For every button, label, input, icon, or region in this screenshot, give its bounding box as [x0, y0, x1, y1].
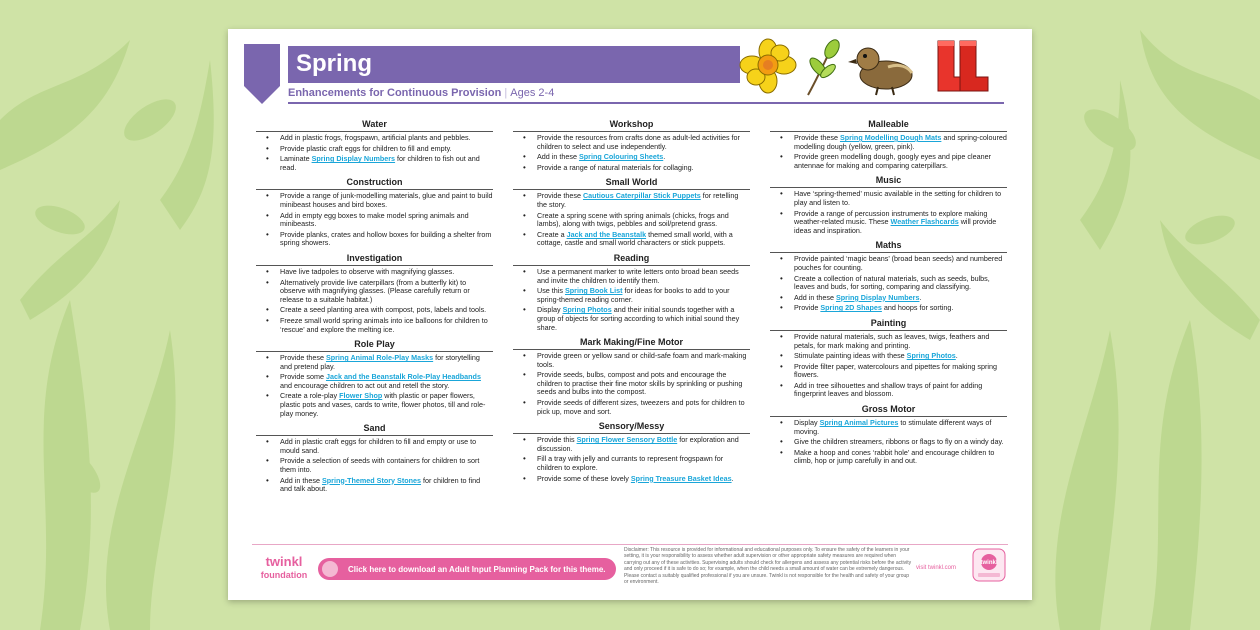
item-text: Alternatively provide live caterpillars (from a butterfly kit) to observe with magnifying glasses. (Please carefully return or release to a suitable habitat.): [280, 277, 470, 304]
section-title: Maths: [770, 240, 1007, 253]
item-text: Provide green modelling dough, googly eyes and pipe cleaner antennae for making and comparing caterpillars.: [794, 152, 991, 170]
section-list: [770, 190, 1007, 235]
section-list: [256, 438, 493, 494]
list-item: [513, 153, 750, 162]
wellington-boots-illustration: [932, 37, 992, 97]
resource-link[interactable]: Spring Display Numbers: [835, 292, 920, 302]
daffodil-illustration: [738, 37, 798, 97]
item-text: .: [919, 292, 922, 302]
provision-section: [770, 404, 1007, 468]
item-text: Create a seed planting area with compost, pots, labels and tools.: [280, 305, 487, 315]
cta-label: Click here to download an Adult Input Planning Pack for this theme.: [348, 564, 606, 574]
list-item: [513, 192, 750, 209]
item-text: Add in these: [537, 152, 579, 162]
item-text: and hoops for sorting.: [881, 303, 954, 313]
section-title: Workshop: [513, 119, 750, 132]
resource-link[interactable]: Spring Flower Sensory Bottle: [576, 435, 678, 445]
section-title: Malleable: [770, 119, 1007, 132]
item-text: Create a spring scene with spring animals (chicks, frogs and lambs), along with twigs, pebbles and soil/pretend grass.: [537, 210, 729, 229]
provision-section: [256, 253, 493, 336]
item-text: for retelling the story.: [537, 191, 739, 209]
resource-link[interactable]: Spring Photos: [906, 351, 956, 361]
age-range: Ages 2-4: [510, 87, 555, 99]
item-text: Give the children streamers, ribbons or flags to fly on a windy day.: [794, 437, 1004, 447]
resource-link[interactable]: Cautious Caterpillar Stick Puppets: [582, 191, 701, 201]
item-text: with plastic or paper flowers, plastic pots and vases, cards to write, flower photos, till and role-play money.: [280, 391, 486, 418]
resource-link[interactable]: Spring 2D Shapes: [820, 303, 882, 313]
list-item: [256, 438, 493, 455]
item-text: Display: [794, 418, 820, 428]
list-item: [513, 231, 750, 248]
item-text: Laminate: [280, 154, 312, 164]
item-text: Provide seeds, bulbs, compost and pots and encourage the children to practise their fine motor skills by sprinkling or pushing seeds and bulbs into the compost.: [537, 370, 743, 397]
item-text: for children to find and talk about.: [280, 475, 481, 494]
list-item: [513, 455, 750, 472]
item-text: Provide painted ‘magic beans’ (broad bean seeds) and numbered pouches for counting.: [794, 254, 1003, 272]
provision-section: [256, 177, 493, 250]
list-item: [256, 477, 493, 494]
list-item: [256, 354, 493, 371]
section-list: [513, 268, 750, 332]
section-list: [256, 134, 493, 172]
item-text: .: [731, 473, 734, 483]
list-item: [770, 275, 1007, 292]
item-text: Create a role-play: [280, 391, 340, 401]
item-text: Provide filter paper, watercolours and pipettes for making spring flowers.: [794, 361, 997, 380]
section-title: Painting: [770, 318, 1007, 331]
section-title: Water: [256, 119, 493, 132]
list-item: [770, 304, 1007, 313]
item-text: will provide ideas and inspiration.: [794, 217, 997, 235]
section-list: [770, 255, 1007, 313]
resource-link[interactable]: Spring Treasure Basket Ideas: [630, 473, 732, 483]
item-text: Display: [537, 305, 563, 315]
download-icon: [322, 561, 338, 577]
list-item: [256, 306, 493, 315]
item-text: Add in these: [280, 475, 322, 485]
item-text: and spring-coloured modelling dough (yellow, green, pink).: [794, 133, 1007, 151]
item-text: for children to fish out and read.: [280, 154, 480, 172]
section-title: Gross Motor: [770, 404, 1007, 417]
provision-column: [770, 119, 1007, 499]
item-text: Fill a tray with jelly and currants to represent frogspawn for children to explore.: [537, 454, 724, 473]
section-list: [513, 436, 750, 483]
item-text: Provide some of these lovely: [537, 473, 631, 483]
provision-section: [770, 318, 1007, 401]
resource-link[interactable]: Spring Book List: [564, 286, 623, 296]
list-item: [770, 449, 1007, 466]
twinkl-badge-icon: [972, 548, 1006, 582]
logo-top-text: twinkl: [265, 554, 303, 569]
item-text: Add in empty egg boxes to make model spring animals and minibeasts.: [280, 210, 469, 229]
section-list: [256, 268, 493, 334]
list-item: [256, 373, 493, 390]
list-item: [770, 210, 1007, 236]
list-item: [513, 134, 750, 151]
section-list: [770, 333, 1007, 399]
list-item: [513, 352, 750, 369]
resource-link[interactable]: Spring Modelling Dough Mats: [839, 133, 942, 142]
provision-section: [770, 119, 1007, 172]
list-item: [770, 255, 1007, 272]
item-text: Have live tadpoles to observe with magnifying glasses.: [280, 266, 455, 276]
list-item: [256, 155, 493, 172]
title-banner: [288, 46, 740, 83]
item-text: Provide this: [537, 435, 577, 445]
item-text: Create a collection of natural materials, such as seeds, bulbs, leaves and buds, for sorting, comparing and classifying.: [794, 273, 990, 292]
provision-section: [513, 337, 750, 418]
section-list: [256, 192, 493, 248]
section-title: Small World: [513, 177, 750, 190]
item-text: Use a permanent marker to write letters onto broad bean seeds and invite the children to identify them.: [537, 266, 739, 285]
section-title: Investigation: [256, 253, 493, 266]
list-item: [770, 333, 1007, 350]
resource-link[interactable]: Spring Photos: [562, 305, 612, 315]
section-title: Music: [770, 175, 1007, 188]
list-item: [513, 164, 750, 173]
item-text: .: [663, 152, 666, 162]
item-text: .: [955, 351, 958, 361]
resource-link[interactable]: Spring-Themed Story Stones: [321, 475, 422, 485]
section-title: Construction: [256, 177, 493, 190]
provision-section: [256, 119, 493, 174]
item-text: Add in these: [794, 292, 836, 302]
list-item: [256, 212, 493, 229]
item-text: Have ‘spring-themed’ music available in the setting for children to play and listen to.: [794, 189, 1002, 207]
item-text: Provide: [794, 303, 821, 313]
list-item: [770, 382, 1007, 399]
resource-link[interactable]: Jack and the Beanstalk Role-Play Headbands: [325, 372, 481, 382]
resource-link[interactable]: Spring Display Numbers: [311, 154, 396, 164]
provision-section: [770, 175, 1007, 237]
item-text: Provide natural materials, such as leaves, twigs, feathers and petals, for mark making and printing.: [794, 331, 990, 350]
provision-section: [513, 421, 750, 485]
subtitle-separator: |: [504, 87, 508, 99]
list-item: [256, 392, 493, 418]
provision-column: [513, 119, 750, 499]
section-list: [513, 134, 750, 172]
list-item: [256, 279, 493, 305]
section-list: [513, 192, 750, 248]
visit-link[interactable]: visit twinkl.com: [916, 565, 957, 571]
item-text: themed small world, with a cottage, castle and small world characters or stick puppets.: [537, 229, 733, 248]
download-planning-pack-button[interactable]: [318, 558, 616, 580]
section-title: Sensory/Messy: [513, 421, 750, 434]
item-text: for ideas for books to add to your spring-themed reading corner.: [537, 286, 730, 304]
item-text: Stimulate painting ideas with these: [794, 351, 907, 361]
item-text: Add in plastic craft eggs for children to fill and empty or use to mould sand.: [280, 437, 477, 455]
list-item: [256, 145, 493, 154]
list-item: [770, 419, 1007, 436]
list-item: [770, 294, 1007, 303]
list-item: [256, 134, 493, 143]
item-text: Create a: [537, 229, 567, 239]
bookmark-ribbon: [244, 44, 280, 104]
item-text: Provide a range of junk-modelling materials, glue and paint to build minibeast houses and bird boxes.: [280, 191, 493, 209]
list-item: [513, 436, 750, 453]
list-item: [513, 475, 750, 484]
list-item: [513, 306, 750, 332]
list-item: [513, 268, 750, 285]
provision-section: [256, 339, 493, 420]
section-list: [770, 419, 1007, 466]
leaf-sprig-illustration: [798, 37, 844, 97]
provision-section: [513, 177, 750, 250]
section-title: Role Play: [256, 339, 493, 352]
list-item: [513, 399, 750, 416]
logo-bottom-text: foundation: [260, 570, 308, 580]
provision-section: [513, 119, 750, 174]
item-text: Use this: [537, 286, 565, 296]
item-text: Add in plastic frogs, frogspawn, artificial plants and pebbles.: [280, 133, 471, 142]
item-text: Provide green or yellow sand or child-safe foam and mark-making tools.: [537, 351, 747, 369]
list-item: [770, 134, 1007, 151]
resource-link[interactable]: Spring Animal Role-Play Masks: [325, 353, 434, 363]
section-list: [513, 352, 750, 416]
list-item: [770, 352, 1007, 361]
provision-column: [256, 119, 493, 499]
resource-link[interactable]: Spring Colouring Sheets: [578, 152, 664, 162]
list-item: [513, 371, 750, 397]
list-item: [770, 438, 1007, 447]
list-item: [513, 212, 750, 229]
item-text: Add in tree silhouettes and shallow trays of paint for adding fingerprint leaves and blossom.: [794, 380, 983, 399]
list-item: [256, 457, 493, 474]
resource-link[interactable]: Flower Shop: [339, 391, 383, 401]
item-text: Provide seeds of different sizes, tweezers and pots for children to pick up, move and sort.: [537, 398, 745, 416]
list-item: [256, 268, 493, 277]
resource-link[interactable]: Spring Animal Pictures: [819, 418, 899, 428]
badge-text: twinkl: [980, 560, 998, 566]
subtitle-text: Enhancements for Continuous Provision: [288, 87, 502, 99]
provision-section: [770, 240, 1007, 315]
list-item: [770, 190, 1007, 207]
item-text: to stimulate different ways of moving.: [794, 418, 992, 436]
provision-section: [256, 423, 493, 496]
item-text: and their initial sounds together with a group of objects for sorting according to which initial sound they share.: [537, 305, 740, 332]
list-item: [770, 363, 1007, 380]
list-item: [256, 231, 493, 248]
provision-section: [513, 253, 750, 334]
list-item: [513, 287, 750, 304]
section-title: Mark Making/Fine Motor: [513, 337, 750, 350]
section-title: Sand: [256, 423, 493, 436]
item-text: Provide a range of percussion instruments to explore making weather-related music. These: [794, 208, 988, 227]
section-list: [256, 354, 493, 418]
item-text: Provide these: [537, 191, 583, 201]
item-text: and encourage children to act out and retell the story.: [280, 380, 450, 390]
header-divider: [288, 102, 1004, 104]
item-text: Provide these: [794, 133, 840, 142]
item-text: Provide some: [280, 372, 326, 382]
page-title: Spring: [296, 50, 372, 77]
item-text: for exploration and discussion.: [537, 435, 739, 453]
item-text: Provide planks, crates and hollow boxes for building a shelter from spring showers.: [280, 229, 492, 248]
item-text: Provide the resources from crafts done as adult-led activities for children to select and use independently.: [537, 133, 740, 151]
item-text: Provide these: [280, 353, 326, 363]
item-text: Provide a selection of seeds with containers for children to sort them into.: [280, 456, 480, 475]
item-text: for storytelling and pretend play.: [280, 353, 480, 371]
item-text: Provide a range of natural materials for collaging.: [537, 162, 694, 172]
resource-link[interactable]: Jack and the Beanstalk: [566, 229, 647, 239]
list-item: [256, 192, 493, 209]
disclaimer-text: Disclaimer: This resource is provided for informational and educational purposes only. To ensure the safety of the learners in your setting, it is your responsibility to assess whether adult supervision or other appropriate safety measures are required when carrying out any of these activities. Supervising adults should check for allergens and assess any potential risks before the activity and only proceed if it is safe to do so; for example, when the child needs a small amount of water can be extremely dangerous. Please contact a suitably qualified professional if you are unsure. Twinkl is not responsible for the health and safety of your group or environment.: [624, 547, 912, 586]
item-text: Make a hoop and cones ‘rabbit hole’ and encourage children to climb, hop or jump carefully in and out.: [794, 447, 995, 466]
provision-grid: [256, 119, 1006, 499]
item-text: Provide plastic craft eggs for children to fill and empty.: [280, 143, 452, 153]
subtitle: [288, 87, 808, 99]
resource-link[interactable]: Weather Flashcards: [890, 217, 959, 227]
section-list: [770, 134, 1007, 170]
footer-divider: [252, 544, 1008, 545]
item-text: Freeze small world spring animals into ice balloons for children to ‘rescue’ and explore the melting ice.: [280, 315, 488, 334]
planning-sheet: [228, 29, 1032, 600]
list-item: [770, 153, 1007, 170]
duckling-illustration: [848, 37, 920, 97]
section-title: Reading: [513, 253, 750, 266]
footer: [252, 544, 1012, 588]
list-item: [256, 317, 493, 334]
twinkl-foundation-logo[interactable]: [256, 550, 312, 584]
